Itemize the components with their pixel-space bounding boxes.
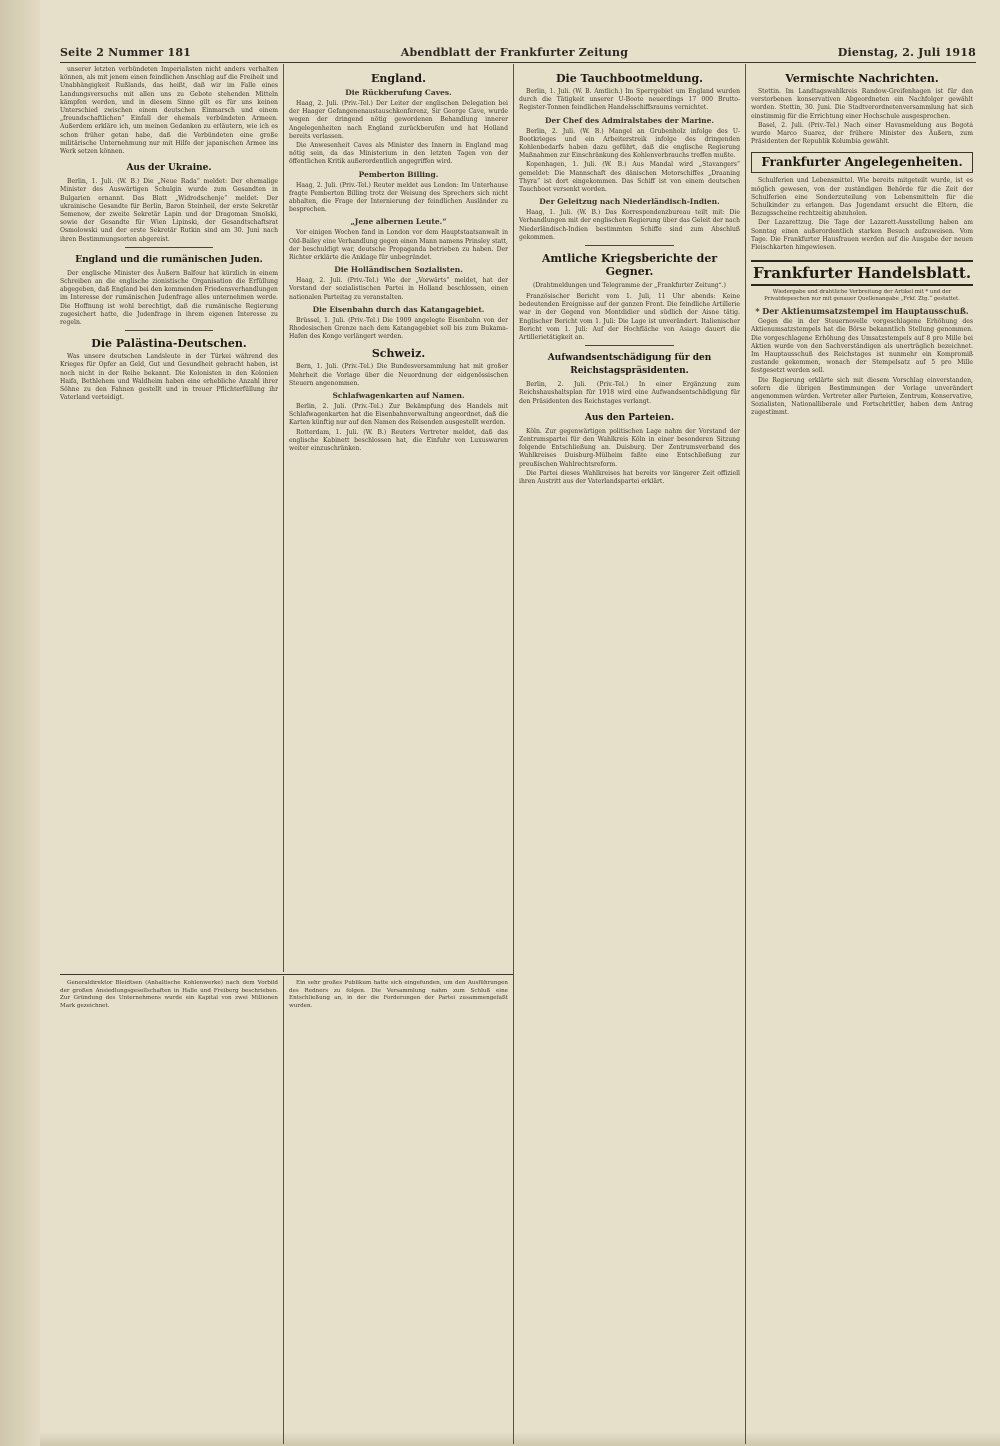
section-title: Die Palästina-Deutschen. — [91, 337, 247, 351]
section-title: England. — [371, 72, 426, 85]
section-subtitle: Die Eisenbahn durch das Katangagebiet. — [312, 304, 485, 314]
column-rule — [745, 64, 746, 1444]
article-text: Gegen die in der Steuernovelle vorgeschlagene Erhöhung des Aktienumsatzstempels hat die Börse bekanntlich Stellung genommen. Die vorgeschlagene Erhöhung des Umsatzstempels auf 8 pro Mille bei Aktien wurde von den Sachverständigen als unerträglich bezeichnet. Im Hauptausschuß des Reichstages ist nunmehr ein Kompromiß zustande gekommen, wonach der Stempelsatz auf 5 pro Mille festgesetzt werden soll. — [751, 318, 973, 375]
column-rule — [283, 64, 284, 972]
article-text: Die Regierung erklärte sich mit diesem Vorschlag einverstanden, sofern die übrigen Bestimmungen der Vorlage unverändert angenommen würden. Vertreter aller Parteien, Zentrum, Konservative, Sozialisten, Nationalliberale und Fortschrittler, haben dem Antrag zugestimmt. — [751, 376, 973, 417]
article-text: Ein sehr großes Publikum hatte sich eingefunden, um den Ausführungen des Redners zu folgen. Die Versammlung nahm zum Schluß eine Entschließung an, in der die Forderungen der Partei zusammengefaßt wurden. — [289, 980, 508, 1009]
page-binding-edge — [0, 0, 40, 1446]
section-subtitle: (Drahtmeldungen und Telegramme der „Frankfurter Zeitung“.) — [533, 282, 726, 290]
article-text: Haag, 2. Juli. (Priv.-Tel.) Der Leiter der englischen Delegation bei der Haager Gefangenenaustauschkonferenz, Sir George Cave, wurde wegen der dringend nötig gewordenen Behandlung innerer Angelegenheiten nach England zurückberufen und hat Holland bereits verlassen. — [289, 100, 508, 140]
article-text: Rotterdam, 1. Juli. (W. B.) Reuters Vertreter meldet, daß das englische Kabinett beschlossen hat, die Einfuhr von Luxuswaren weiter einzuschränken. — [289, 428, 508, 453]
article-text: Basel, 2. Juli. (Priv.-Tel.) Nach einer Havasmeldung aus Bogotá wurde Marco Suarez, der frühere Minister des Äußern, zum Präsidenten der Republik Kolumbia gewählt. — [751, 121, 973, 146]
page-header — [60, 44, 976, 60]
section-title: Die Tauchbootmeldung. — [556, 72, 703, 85]
column-rule — [513, 64, 514, 1444]
article-text: Was unsere deutschen Landsleute in der Türkei während des Krieges für Opfer an Geld, Gut und Gesundheit gebracht haben, ist noch nicht in der Reihe bekannt. Die Kolonisten in den Kolonien Haifa, Bethlehem und Waldheim haben eine erhebliche Anzahl ihrer Söhne zu den Fahnen gestellt und in treuer Pflichterfüllung ihr Vaterland verteidigt. — [60, 353, 278, 402]
section-subtitle: Der Geleitzug nach Niederländisch-Indien. — [539, 197, 720, 207]
divider — [585, 245, 673, 246]
article-text: Die Anwesenheit Caves als Minister des Innern in England mag nötig sein, da das Ministerium in den letzten Tagen von der öffentlichen Kritik außerordentlich angegriffen wird. — [289, 142, 508, 166]
page-number: Seite 2 Nummer 181 — [60, 45, 192, 59]
section-subtitle: Die Rückberufung Caves. — [345, 88, 452, 97]
section-subtitle: „Jene albernen Leute.“ — [350, 217, 447, 227]
section-title: Aufwandsentschädigung für den Reichstagspräsidenten. — [547, 353, 712, 377]
handelsblatt-notice: Wiedergabe und drahtliche Verbreitung der Artikel mit * und der Privatdepeschen nur mit genauer Quellenangabe „Frkf. Ztg.“ gestattet. — [764, 289, 960, 303]
column-3 — [519, 66, 740, 1442]
article-text: Brüssel, 1. Juli. (Priv.-Tel.) Die 1909 angelegte Eisenbahn von der Rhodesischen Grenze nach dem Katangagebiet soll bis zum Bukama-Hafen des Kongo verlängert werden. — [289, 316, 508, 341]
divider — [125, 330, 212, 331]
article-text: Berlin, 1. Juli. (W. B. Amtlich.) Im Sperrgebiet um England wurden durch die Tätigkeit unserer U-Boote neuerdings 17 000 Brutto-Register-Tonnen feindlichen Handelsschiffsraums vernichtet. — [519, 88, 740, 112]
section-subtitle: * Der Aktienumsatzstempel im Hauptausschuß. — [755, 306, 969, 317]
divider — [585, 345, 673, 346]
article-text: Köln. Zur gegenwärtigen politischen Lage nahm der Vorstand der Zentrumspartei für den Wahlkreis Köln in einer besonderen Sitzung folgende Entschließung an. Duisburg. Der Zentrumsverband des Wahlkreises Duisburg-Mülheim faßte eine Entschließung zur preußischen Wahlrechtsreform. — [519, 427, 740, 468]
article-text: Die Partei dieses Wahlkreises hat bereits vor längerer Zeit offiziell ihren Austritt aus der Vaterlandspartei erklärt. — [519, 469, 740, 486]
article-text: unserer letzten verbündeten Imperialisten nicht anders verhalten können, als mit jenem einen feindlichen Anschlag auf die Freiheit und Unabhängigkeit Rußlands, das heißt, daß wir im Falle eines Landungsversuchs mit allen uns zu Gebote stehenden Mitteln kämpfen werden, und in diesem Sinne gilt es für uns keinen Unterschied zwischen einem deutschen Einmarsch und einem „freundschaftlichen“ Einfall der ehemals verbündeten Armeen. Außerdem erkläre ich, um meinen Gedanken zu erläutern, wie ich es schon früher getan habe, daß die Verbündeten eine große militärische Unternehmung nur mit Hilfe der japanischen Armee ins Werk setzen können. — [60, 66, 278, 156]
paper-title: Abendblatt der Frankfurter Zeitung — [400, 45, 629, 59]
article-text: Vor einigen Wochen fand in London vor dem Hauptstaatsanwalt in Old-Bailey eine Verhandlung gegen einen Mann namens Prinsley statt, der beschuldigt war, deutsche Propaganda betrieben zu haben. Der Richter erklärte die Anklage für unbegründet. — [289, 229, 508, 262]
section-title: Vermischte Nachrichten. — [785, 72, 939, 85]
article-text: Haag, 2. Juli. (Priv.-Tel.) Reuter meldet aus London: Im Unterhause fragte Pemberton Billing trotz der Weisung des Sprechers sich nicht abhalten, die Frage der Internierung der feindlichen Ausländer zu besprechen. — [289, 181, 508, 214]
signature: Der Chef des Admiralstabes der Marine. — [545, 115, 714, 125]
article-text: Berlin, 2. Juli. (Priv.-Tel.) Zur Bekämpfung des Handels mit Schlafwagenkarten hat die Eisenbahnverwaltung angeordnet, daß die Karten künftig nur auf den Namen des Reisenden ausgestellt werden. — [289, 403, 508, 427]
article-text: Bern, 1. Juli. (Priv.-Tel.) Die Bundesversammlung hat mit großer Mehrheit die Vorlage über die Neuordnung der eidgenössischen Steuern angenommen. — [289, 363, 508, 387]
handelsblatt-title: Frankfurter Handelsblatt. — [752, 264, 972, 283]
article-text: Generaldirektor Bleidtsen (Anhaltische Kohlenwerke) nach dem Vorbild der großen Ansiedlungsgesellschaften in Halle und Freiberg beschrieben. Zur Gründung des Unternehmens wurde ein Kapital von zwei Millionen Mark gezeichnet. — [60, 980, 278, 1009]
section-title: England und die rumänischen Juden. — [75, 254, 263, 265]
section-title: Schweiz. — [371, 347, 426, 361]
section-subtitle: Die Holländischen Sozialisten. — [334, 265, 463, 275]
column-4 — [751, 66, 973, 1442]
article-text: Der englische Minister des Äußern Balfour hat kürzlich in einem Schreiben an die englische zionistische Organisation die Erfüllung abgegeben, daß England bei den kommenden Friedensverhandlungen im Interesse der rumänischen Judenfrage alles unternehmen werde. Die Hoffnung ist wohl berechtigt, daß die rumänische Regierung zugesichert hatte, die Judenfrage in ihrem eigenen Interesse zu regeln. — [60, 269, 278, 327]
article-text: Berlin, 2. Juli. (Priv.-Tel.) In einer Ergänzung zum Reichshaushaltsplan für 1918 wird eine Aufwandsentschädigung für den Präsidenten des Reichstages verlangt. — [519, 381, 740, 405]
article-text: Haag, 1. Juli. (W. B.) Das Korrespondenzbureau teilt mit: Die Verhandlungen mit der englischen Regierung über das Geleit der nach Niederländisch-Indien bestimmten Schiffe sind zum Abschluß gekommen. — [519, 209, 740, 241]
article-text: Berlin, 2. Juli. (W. B.) Mangel an Grubenholz infolge des U-Bootkrieges und ein Arbeiterstreik infolge des dringenden Kohlenbedarfs haben dazu geführt, daß die englische Regierung Maßnahmen zur Einschränkung des Kohlenverbrauchs treffen mußte. — [519, 127, 740, 160]
article-text: Stettin. Im Landtagswahlkreis Randow-Greifenhagen ist für den verstorbenen konservativen Abgeordneten ein Nachfolger gewählt worden. Stettin, 30. Juni. Die Stadtverordnetenversammlung hat sich einstimmig für die Errichtung einer Hochschule ausgesprochen. — [751, 88, 973, 120]
section-title: Aus der Ukraine. — [126, 163, 212, 174]
article-text: Berlin, 1. Juli. (W. B.) Die „Neue Rada“ meldet: Der ehemalige Minister des Auswärtigen Schulgin wurde zum Gesandten in Bulgarien ernannt. Das Blatt „Widrodschenje“ meldet: Der ukrainische Gesandte für Berlin, Baron Steinheil, der erste Sekretär Semenow, der zweite Sekretär Lapin und der Dragoman Smolski, sowie der Gesandte für Wien Lipinski, der Gesandtschaftsrat Osmolowski und der erste Sekretär Rutkin sind am 30. Juni nach ihren Bestimmungsorten abgereist. — [60, 178, 278, 243]
section-subtitle: Pemberton Billing. — [358, 169, 439, 179]
section-title: Frankfurter Angelegenheiten. — [761, 155, 963, 170]
feuilleton-rule — [60, 974, 513, 975]
column-2 — [289, 66, 508, 971]
frankfurter-angelegenheiten-box — [751, 152, 973, 173]
column-1 — [60, 66, 278, 971]
divider — [125, 247, 212, 248]
section-title: Amtliche Kriegsberichte der Gegner. — [541, 252, 718, 279]
section-subtitle: Schlafwagenkarten auf Namen. — [332, 391, 465, 401]
article-text: Französischer Bericht vom 1. Juli, 11 Uhr abends: Keine bedeutenden Ereignisse auf der ganzen Front. Die feindliche Artillerie war in der Gegend von Montdidier und südlich der Aisne tätig. Englischer Bericht vom 1. Juli: Die Lage ist unverändert. Italienischer Bericht vom 1. Juli: Auf der Hochfläche von Asiago dauert die Artillerietätigkeit an. — [519, 293, 740, 342]
feuilleton-column-1 — [60, 980, 278, 1442]
article-text: Der Lazarettzug. Die Tage der Lazarett-Ausstellung haben am Sonntag einen außerordentlich starken Besuch aufzuweisen. Vom Tage. Die Frankfurter Hausfrauen werden auf die Ausgabe der neuen Fleischkarten hingewiesen. — [751, 219, 973, 252]
article-text: Haag, 2. Juli. (Priv.-Tel.) Wie der „Vorwärts“ meldet, hat der Vorstand der sozialistischen Partei in Holland beschlossen, einen nationalen Parteitag zu veranstalten. — [289, 277, 508, 301]
handelsblatt-banner — [751, 260, 973, 286]
feuilleton-column-2 — [289, 980, 508, 1442]
issue-date: Dienstag, 2. Juli 1918 — [837, 45, 976, 59]
article-text: Schulferien und Lebensmittel. Wie bereits mitgeteilt wurde, ist es möglich gewesen, von der zuständigen Behörde für die Zeit der Schulferien eine Sonderzuteilung von Lebensmitteln für die Schulkinder zu erlangen. Das Jugendamt ersucht die Eltern, die Bezugsscheine rechtzeitig abzuholen. — [751, 177, 973, 218]
article-text: Kopenhagen, 1. Juli. (W. B.) Aus Mandal wird „Stavangers“ gemeldet: Die Mannschaft des dänischen Motorschiffes „Draaning Thyra“ ist dort eingekommen. Das Schiff ist von einem deutschen Tauchboot versenkt worden. — [519, 161, 740, 194]
header-rule — [60, 62, 976, 63]
section-title: Aus den Parteien. — [584, 412, 675, 423]
column-rule — [283, 976, 284, 1444]
